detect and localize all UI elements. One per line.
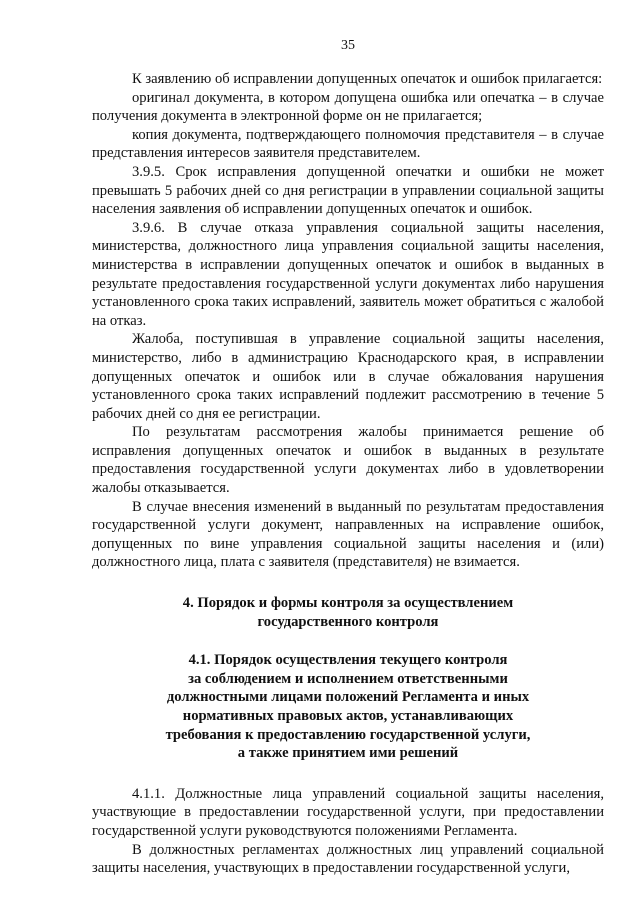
section-4-heading	[92, 594, 604, 631]
paragraph-attachment-intro: К заявлению об исправлении допущенных опечаток и ошибок прилагается:	[132, 71, 603, 87]
paragraph-3-9-5: 3.9.5. Срок исправления допущенной опечатки и ошибки не может превышать 5 рабочих дней со дня регистрации в управлении социальной защиты населения заявления об исправлении допущенных опечаток и ошибок.	[92, 163, 604, 218]
section-4-heading-line: 4. Порядок и формы контроля за осуществлением	[182, 595, 514, 612]
paragraph-4-1-1: 4.1.1. Должностные лица управлений социальной защиты населения, участвующие в предоставлении государственной услуги, при предоставлении государственной услуги руководствуются положениями Регламента.	[92, 785, 604, 839]
section-4-1-heading-line: требования к предоставлению государственной услуги,	[165, 726, 531, 743]
body-text-bottom	[92, 785, 604, 878]
paragraph-original-document: оригинал документа, в котором допущена ошибка или опечатка – в случае получения документа в электронной форме он не прилагается;	[92, 89, 604, 125]
body-text-top	[92, 70, 604, 572]
paragraph-complaint-result: По результатам рассмотрения жалобы принимается решение об исправления допущенных опечаток и ошибок в выданных в результате предоставления государственной услуги документах либо в удовлетворении жалобы отказывается.	[92, 424, 604, 497]
paragraph-3-9-6: 3.9.6. В случае отказа управления социальной защиты населения, министерства, должностного лица управления социальной защиты населения, министерства в исправлении допущенных опечаток и ошибок в выданных в результате предоставления государственной услуги документах либо нарушения установленного срока таких исправлений, заявитель может обратиться с жалобой на отказ.	[92, 219, 604, 329]
section-4-1-heading-line: нормативных правовых актов, устанавливающих	[182, 708, 514, 724]
section-4-1-heading-line: 4.1. Порядок осуществления текущего контроля	[188, 652, 508, 669]
section-4-heading-line: государственного контроля	[257, 613, 439, 630]
section-4-1-heading-line: а также принятием ими решений	[237, 745, 459, 762]
section-4-1-heading-line: должностными лицами положений Регламента и иных	[166, 689, 530, 706]
paragraph-job-regulations: В должностных регламентах должностных лиц управлений социальной защиты населения, участвующих в предоставлении государственной услуги,	[92, 841, 604, 877]
page-number: 35	[341, 38, 355, 53]
section-4-1-heading-line: за соблюдением и исполнением ответственными	[188, 670, 508, 687]
paragraph-no-fee: В случае внесения изменений в выданный по результатам предоставления государственной услуги документ, направленных на исправление ошибок, допущенных по вине управления социальной защиты населения и (или) должностного лица, плата с заявителя (представителя) не взимается.	[92, 498, 604, 571]
paragraph-copy-document: копия документа, подтверждающего полномочия представителя – в случае представления интересов заявителя представителем.	[92, 126, 604, 162]
section-4-1-heading	[92, 651, 604, 763]
paragraph-complaint: Жалоба, поступившая в управление социальной защиты населения, министерство, либо в администрацию Краснодарского края, в исправлении допущенных опечаток и ошибок или в случае обжалования нарушения установленного срока таких исправлений подлежит рассмотрению в течение 5 рабочих дней со дня ее регистрации.	[92, 331, 604, 422]
